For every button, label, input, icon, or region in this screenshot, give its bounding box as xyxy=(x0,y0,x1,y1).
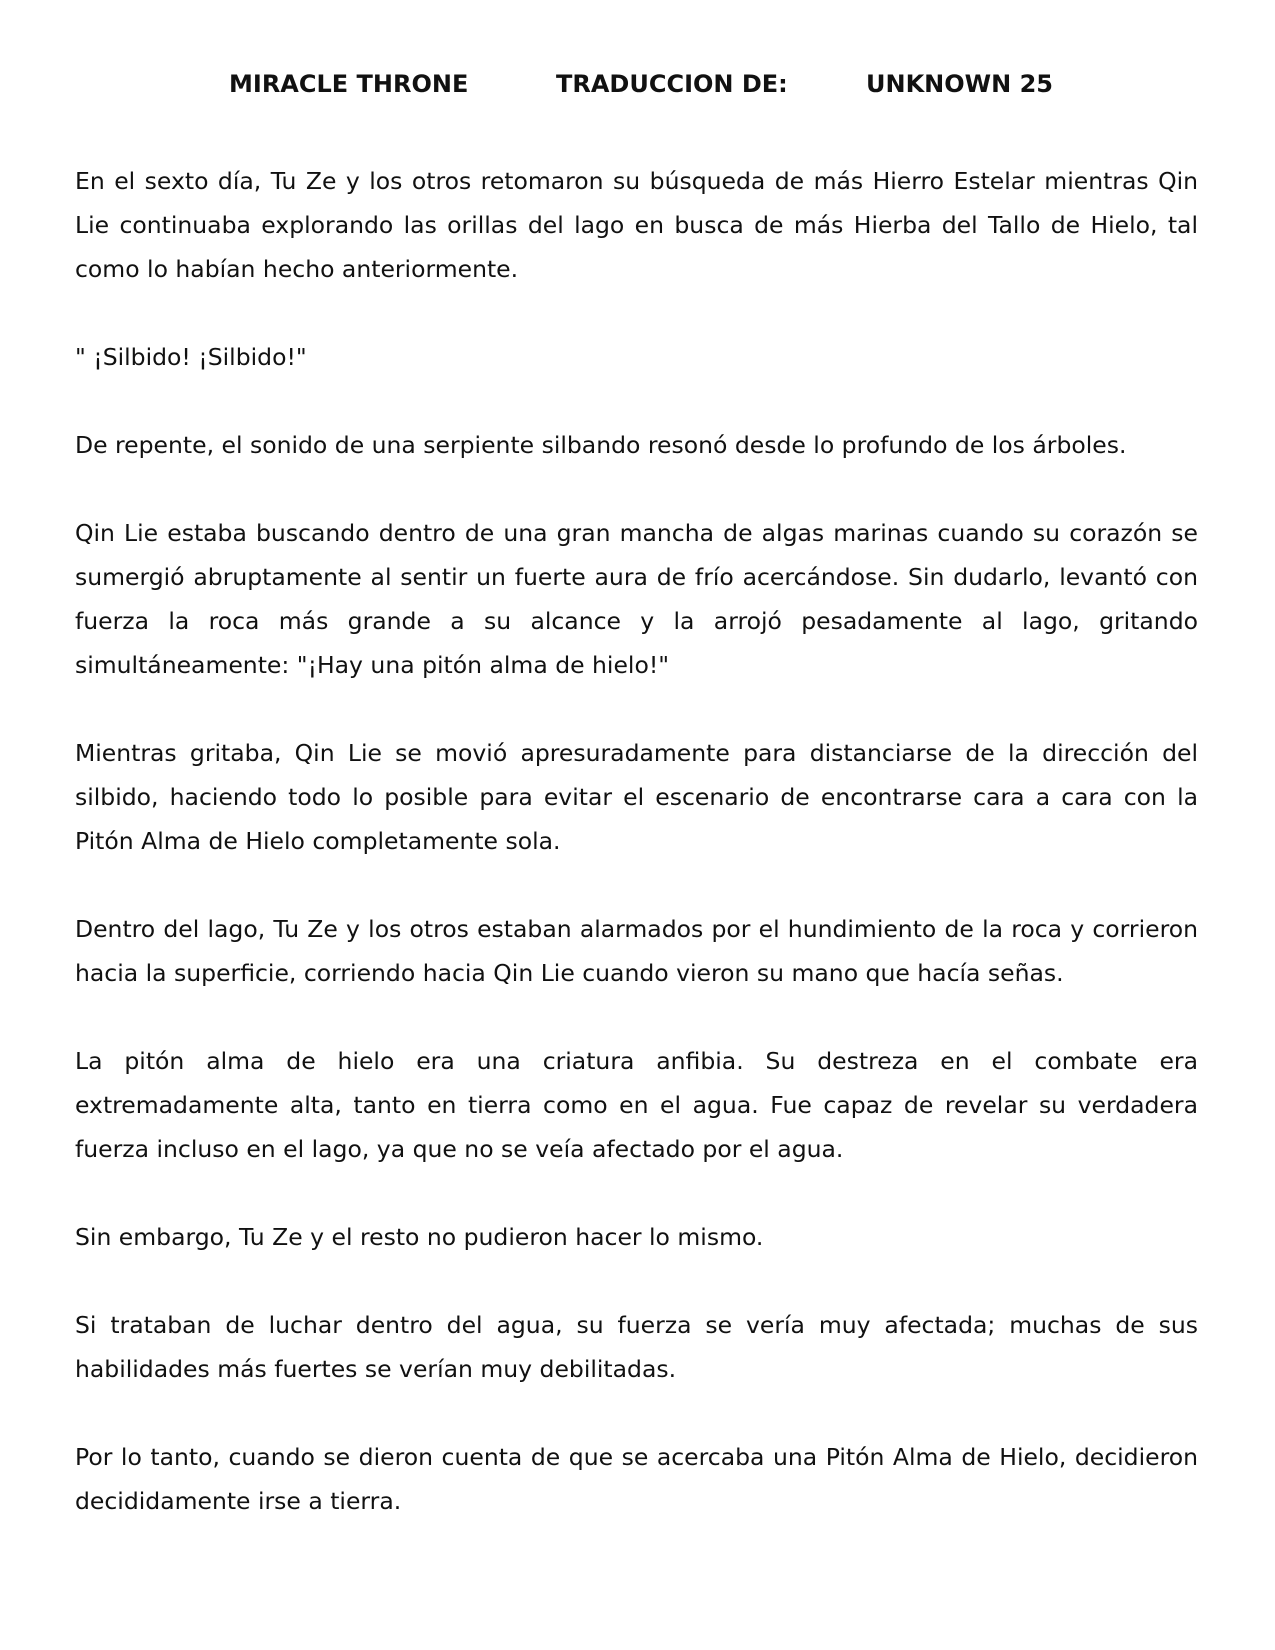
paragraph: La pitón alma de hielo era una criatura anfibia. Su destreza en el combate era extremadamente alta, tanto en tierra como en el agua. Fue capaz de revelar su verdadera fuerza incluso en el lago, ya que no se veía afectado por el agua. xyxy=(75,1047,1198,1163)
paragraph: Dentro del lago, Tu Ze y los otros estaban alarmados por el hundimiento de la roca y corrieron hacia la superficie, corriendo hacia Qin Lie cuando vieron su mano que hacía señas. xyxy=(75,915,1198,987)
paragraph: Qin Lie estaba buscando dentro de una gran mancha de algas marinas cuando su corazón se sumergió abruptamente al sentir un fuerte aura de frío acercándose. Sin dudarlo, levantó con fuerza la roca más grande a su alcance y la arrojó pesadamente al lago, gritando simultáneamente: "¡Hay una pitón alma de hielo!" xyxy=(75,519,1198,679)
paragraph: Mientras gritaba, Qin Lie se movió apresuradamente para distanciarse de la dirección del silbido, haciendo todo lo posible para evitar el escenario de encontrarse cara a cara con la Pitón Alma de Hielo completamente sola. xyxy=(75,739,1198,855)
paragraph: Si trataban de luchar dentro del agua, su fuerza se vería muy afectada; muchas de sus habilidades más fuertes se verían muy debilitadas. xyxy=(75,1311,1198,1383)
page-header xyxy=(0,70,1275,106)
translation-label: TRADUCCION DE: xyxy=(556,70,788,98)
chapter-body xyxy=(75,159,1198,1523)
paragraph: Sin embargo, Tu Ze y el resto no pudieron hacer lo mismo. xyxy=(75,1223,764,1251)
paragraph: En el sexto día, Tu Ze y los otros retomaron su búsqueda de más Hierro Estelar mientras Qin Lie continuaba explorando las orillas del lago en busca de más Hierba del Tallo de Hielo, tal como lo habían hecho anteriormente. xyxy=(75,167,1198,283)
paragraph: Por lo tanto, cuando se dieron cuenta de que se acercaba una Pitón Alma de Hielo, decidieron decididamente irse a tierra. xyxy=(75,1443,1198,1515)
paragraph: De repente, el sonido de una serpiente silbando resonó desde lo profundo de los árboles. xyxy=(75,431,1127,459)
paragraph: " ¡Silbido! ¡Silbido!" xyxy=(75,343,307,371)
novel-title: MIRACLE THRONE xyxy=(229,70,469,98)
translator-name: UNKNOWN 25 xyxy=(866,70,1053,98)
